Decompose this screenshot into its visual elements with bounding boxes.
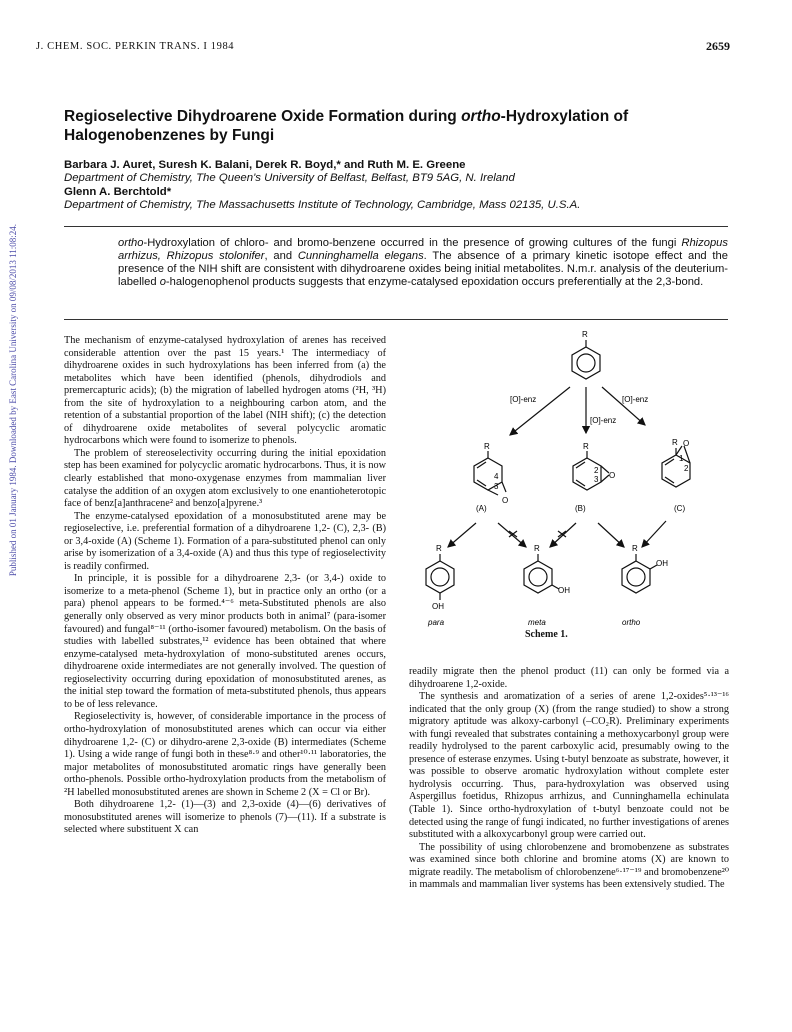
paragraph: Regioselectivity is, however, of considerable importance in the process of ortho-hydroxylation of monosubstituted arenes which can occur via either dihydroarene 1,2- (C) or dihydro-arene 2,3-oxide (B) intermediates (Scheme 1). Using a wide range of fungi both in these⁸·⁹ and other¹⁰·¹¹ laboratories, the major metabolites of monosubstituted aromatic rings have generally been ortho-phenols. Possible ortho-hydroxylation products from the metabolism of ²H labelled monosubstituted arenes are shown in Scheme 2 (X = Cl or Br).: [64, 711, 386, 798]
pos-2c: 2: [684, 464, 689, 473]
enzyme-label-b: [O]-enz: [590, 416, 617, 425]
r-label-b: R: [583, 442, 589, 451]
paragraph: The mechanism of enzyme-catalysed hydroxylation of arenes has received considerable attention over the past 15 years.¹ The intermediacy of dihydroarene oxides in such hydroxylations has been inferred from (a) the metabolites which have been identified (phenols, dihydrodiols and premercapturic acids); (b) the migration of labelled hydrogen atoms (²H, ³H) from the site of hydroxylation to a neighbouring carbon atom, and the retention of a substantial proportion of the label (NIH shift); (c) the detection of dihydroarene oxide metabolites of several polycyclic aromatic hydrocarbons which were found to isomerize to phenols.: [64, 335, 386, 447]
benzene-ring: [572, 347, 600, 379]
running-header: J. CHEM. SOC. PERKIN TRANS. I 1984: [36, 41, 235, 52]
bottom-rule: [64, 319, 728, 320]
r-label-top: R: [582, 330, 588, 339]
arrow-a-para: [448, 523, 476, 547]
scheme-caption: Scheme 1.: [525, 629, 568, 640]
r-label-ortho: R: [632, 544, 638, 553]
oh-para: OH: [432, 602, 444, 611]
affiliation-1: Department of Chemistry, The Queen's University of Belfast, Belfast, BT9 5AG, N. Ireland: [64, 172, 515, 184]
label-b: (B): [575, 504, 586, 513]
top-rule: [64, 226, 728, 227]
r-label-para: R: [436, 544, 442, 553]
enzyme-label-a: [O]-enz: [510, 395, 537, 404]
product-meta: meta: [528, 618, 546, 627]
label-a: (A): [476, 504, 487, 513]
pos-4: 4: [494, 472, 499, 481]
left-column: [64, 335, 386, 837]
r-label-a: R: [484, 442, 490, 451]
phenol-ortho-ring: [622, 561, 650, 593]
oxygen-c: O: [683, 439, 690, 448]
abstract: ortho-Hydroxylation of chloro- and bromo-benzene occurred in the presence of growing cultures of the fungi Rhizopus arrhizus, Rhizopus stolonifer, and Cunninghamella elegans. The absence of a primary kinetic isotope effect and the presence of the NIH shift are consistent with dihydroarene oxides being initial metabolites. N.m.r. analysis of the deuterium-labelled o-halogenophenol products suggests that enzyme-catalysed epoxidation occurs preferentially at the 2,3-bond.: [118, 237, 728, 288]
oxygen-a: O: [502, 496, 509, 505]
oh-meta: OH: [558, 586, 570, 595]
page-number: 2659: [706, 39, 730, 53]
scheme-diagram: [410, 325, 730, 650]
article-title: Regioselective Dihydroarene Oxide Formation during ortho-Hydroxylation of Halogenobenzenes by Fungi: [64, 108, 629, 144]
oxygen-b: O: [609, 471, 616, 480]
pos-1: 1: [679, 454, 684, 463]
author-list-1: Barbara J. Auret, Suresh K. Balani, Derek R. Boyd,* and Ruth M. E. Greene: [64, 159, 466, 171]
label-c: (C): [674, 504, 686, 513]
pos-3b: 3: [594, 475, 599, 484]
phenol-meta-ring: [524, 561, 552, 593]
phenol-para-ring: [426, 561, 454, 593]
paragraph: The problem of stereoselectivity occurring during the initial epoxidation step has been examined for polycyclic aromatic hydrocarbons. Thus, it is now clearly established that mono-oxygenase enzymes from mammalian liver catalyse the addition of an oxygen atom exclusively to one enantioheterotopic face of benz[a]anthracene² and benzo[a]pyrene.³: [64, 447, 386, 510]
oh-ortho: OH: [656, 559, 668, 568]
r-label-c: R: [672, 438, 678, 447]
download-notice: Published on 01 January 1984. Downloaded by East Carolina University on 09/08/2013 11:08:24.: [8, 223, 18, 577]
scheme-1-figure: [410, 325, 730, 650]
paragraph: The possibility of using chlorobenzene and bromobenzene as substrates was examined since both chlorine and bromine atoms (X) are known to migrate readily. The metabolism of chlorobenzene⁶·¹⁷⁻¹⁹ and bromobenzene²⁰ in mammals and mammalian liver systems has been extensively studied. The: [409, 841, 729, 891]
affiliation-2: Department of Chemistry, The Massachusetts Institute of Technology, Cambridge, Mass 02135, U.S.A.: [64, 199, 581, 211]
paragraph: Both dihydroarene 1,2- (1)—(3) and 2,3-oxide (4)—(6) derivatives of monosubstituted arenes will isomerize to phenols (7)—(11). If a substrate is selected where substituent X can: [64, 799, 386, 836]
product-ortho: ortho: [622, 618, 641, 627]
paragraph: The enzyme-catalysed epoxidation of a monosubstituted arene may be regioselective, i.e. preferential formation of a dihydroarene 1,2- (C), 2,3- (B) or 3,4-oxide (A) (Scheme 1). Formation of a para-substituted phenol can only arise by isomerization of a 3,4-oxide (A) and thus this type of regioselectivity is readily confirmed.: [64, 510, 386, 572]
paragraph: The synthesis and aromatization of a series of arene 1,2-oxides⁵·¹³⁻¹⁶ indicated that the only group (X) (from the range studied) to show a strong migratory aptitude was alkoxy-carbonyl (–CO₂R). Preliminary experiments with fungi revealed that substrates containing a methoxycarbonyl group were readily hydrolysed to the parent carboxylic acid, presumably owing to the presence of esterase enzymes. Using t-butyl benzoate as substrate, however, it was possible to observe aromatic hydroxylation without complete ester hydrolysis occurring. Thus, para-hydroxylation was observed using Aspergillus foetidus, Rhizopus arrhizus, and Cunninghamella echinulata (Table 1). Since ortho-hydroxylation of t-butyl benzoate could not be detected using the range of fungi indicated, no further investigations of arenes substituted with a alkoxycarbonyl group were carried out.: [409, 691, 729, 841]
arrow-b-ortho: [598, 523, 624, 547]
arrow-c-ortho: [642, 521, 666, 547]
product-para: para: [428, 618, 445, 627]
pos-2: 2: [594, 466, 599, 475]
right-column: [409, 666, 729, 892]
paragraph: readily migrate then the phenol product (11) can only be formed via a dihydroarene 1,2-oxide.: [409, 666, 729, 690]
r-label-meta: R: [534, 544, 540, 553]
enzyme-label-c: [O]-enz: [622, 395, 649, 404]
author-list-2: Glenn A. Berchtold*: [64, 186, 172, 198]
paragraph: In principle, it is possible for a dihydroarene 2,3- (or 3,4-) oxide to isomerize to a meta-phenol (Scheme 1), but in practice only an ortho (or a para) phenol appears to be formed.⁴⁻⁶ meta-Substituted phenols are also generally only observed as very minor products both in animal⁷ (para-isomer favoured) and fungal⁸⁻¹¹ (ortho-isomer favoured) metabolism. On the basis of studies with labelled substrates,¹² evidence has been obtained that where enzyme-catalysed meta-hydroxylation of mono-substituted arenes occurs, dihydroarene oxide intermediates are not generally involved. The question of regioselectivity occurring during epoxidation of monosubstituted arenes, as the initial step toward the formation of meta-substituted phenols, thus appears to be of less relevance.: [64, 573, 386, 710]
pos-3: 3: [494, 482, 499, 491]
aromatic-circle: [577, 354, 595, 372]
